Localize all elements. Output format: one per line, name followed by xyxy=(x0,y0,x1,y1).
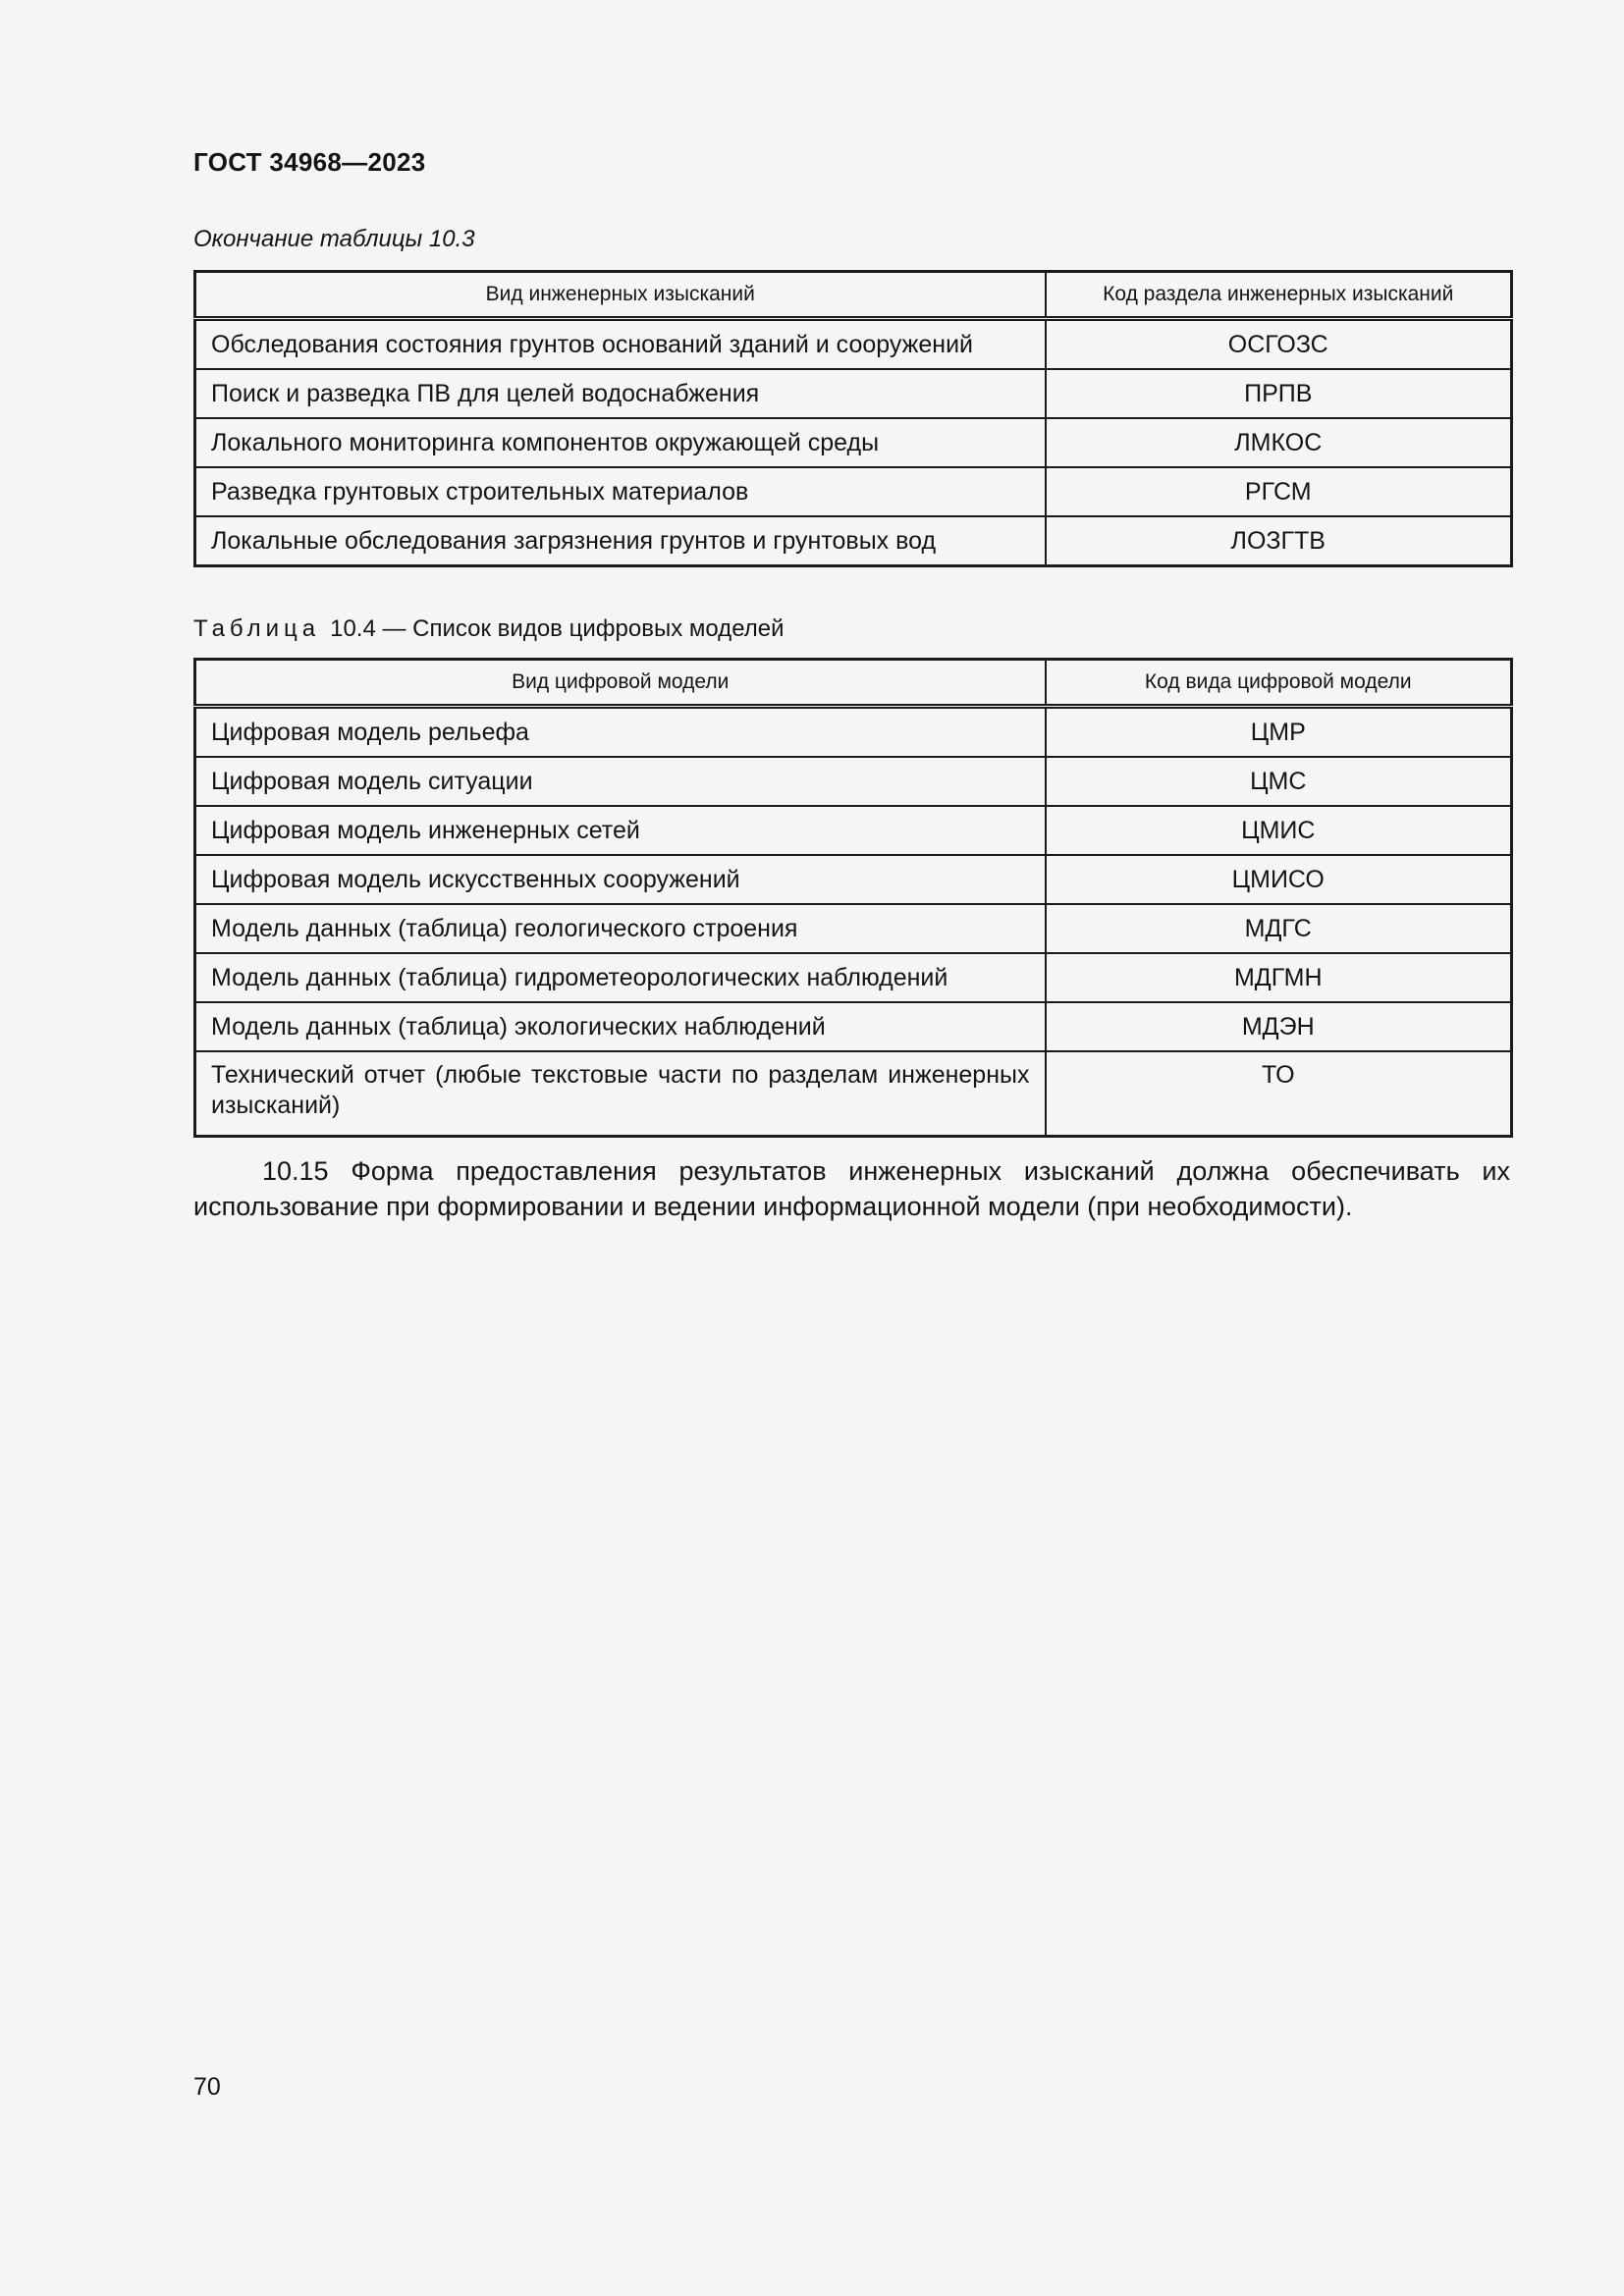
table-row xyxy=(195,467,1512,516)
section-code-cell: ОСГОЗС xyxy=(1046,319,1512,370)
table-10-3 xyxy=(193,270,1513,567)
model-type-cell: Модель данных (таблица) геологического строения xyxy=(195,904,1046,953)
section-code-cell: ПРПВ xyxy=(1046,369,1512,418)
table-10-4-caption-prefix: Таблица xyxy=(193,615,321,642)
model-type-cell: Цифровая модель инженерных сетей xyxy=(195,806,1046,855)
document-title: ГОСТ 34968—2023 xyxy=(193,147,426,177)
survey-type-cell: Обследования состояния грунтов оснований зданий и сооружений xyxy=(195,319,1046,370)
table-10-3-caption: Окончание таблицы 10.3 xyxy=(193,226,475,252)
model-type-cell: Модель данных (таблица) экологических наблюдений xyxy=(195,1002,1046,1051)
table-row xyxy=(195,855,1512,904)
table-row xyxy=(195,418,1512,467)
table-row xyxy=(195,953,1512,1002)
table-row xyxy=(195,1002,1512,1051)
model-code-cell: МДЭН xyxy=(1046,1002,1512,1051)
survey-type-cell: Поиск и разведка ПВ для целей водоснабжения xyxy=(195,369,1046,418)
table-row xyxy=(195,757,1512,806)
table-10-4-caption xyxy=(193,615,785,643)
section-code-cell: РГСМ xyxy=(1046,467,1512,516)
table-row xyxy=(195,369,1512,418)
table-row xyxy=(195,1051,1512,1137)
column-header-section-code: Код раздела инженерных изысканий xyxy=(1046,272,1512,319)
model-code-cell: МДГМН xyxy=(1046,953,1512,1002)
model-code-cell: МДГС xyxy=(1046,904,1512,953)
section-code-cell: ЛОЗГТВ xyxy=(1046,516,1512,566)
table-header-row xyxy=(195,272,1512,319)
column-header-survey-type: Вид инженерных изысканий xyxy=(195,272,1046,319)
column-header-model-type: Вид цифровой модели xyxy=(195,660,1046,707)
model-type-cell: Цифровая модель искусственных сооружений xyxy=(195,855,1046,904)
model-type-cell: Модель данных (таблица) гидрометеорологических наблюдений xyxy=(195,953,1046,1002)
model-code-cell: ЦМР xyxy=(1046,707,1512,758)
table-10-4 xyxy=(193,658,1513,1138)
survey-type-cell: Локальные обследования загрязнения грунтов и грунтовых вод xyxy=(195,516,1046,566)
table-header-row xyxy=(195,660,1512,707)
survey-type-cell: Разведка грунтовых строительных материалов xyxy=(195,467,1046,516)
table-row xyxy=(195,904,1512,953)
table-row xyxy=(195,319,1512,370)
page-number: 70 xyxy=(193,2073,221,2101)
paragraph-10-15: 10.15 Форма предоставления результатов инженерных изысканий должна обеспечивать их использование при формировании и ведении информационной модели (при необходимости). xyxy=(193,1156,1510,1222)
model-code-cell: ТО xyxy=(1046,1051,1512,1137)
section-code-cell: ЛМКОС xyxy=(1046,418,1512,467)
model-type-cell: Цифровая модель ситуации xyxy=(195,757,1046,806)
table-row xyxy=(195,806,1512,855)
model-code-cell: ЦМС xyxy=(1046,757,1512,806)
survey-type-cell: Локального мониторинга компонентов окружающей среды xyxy=(195,418,1046,467)
table-row xyxy=(195,707,1512,758)
model-code-cell: ЦМИС xyxy=(1046,806,1512,855)
model-type-cell: Цифровая модель рельефа xyxy=(195,707,1046,758)
column-header-model-code: Код вида цифровой модели xyxy=(1046,660,1512,707)
model-type-cell: Технический отчет (любые текстовые части по разделам инженерных изысканий) xyxy=(195,1051,1046,1137)
table-10-4-caption-text: 10.4 — Список видов цифровых моделей xyxy=(330,615,785,642)
model-code-cell: ЦМИСО xyxy=(1046,855,1512,904)
table-row xyxy=(195,516,1512,566)
